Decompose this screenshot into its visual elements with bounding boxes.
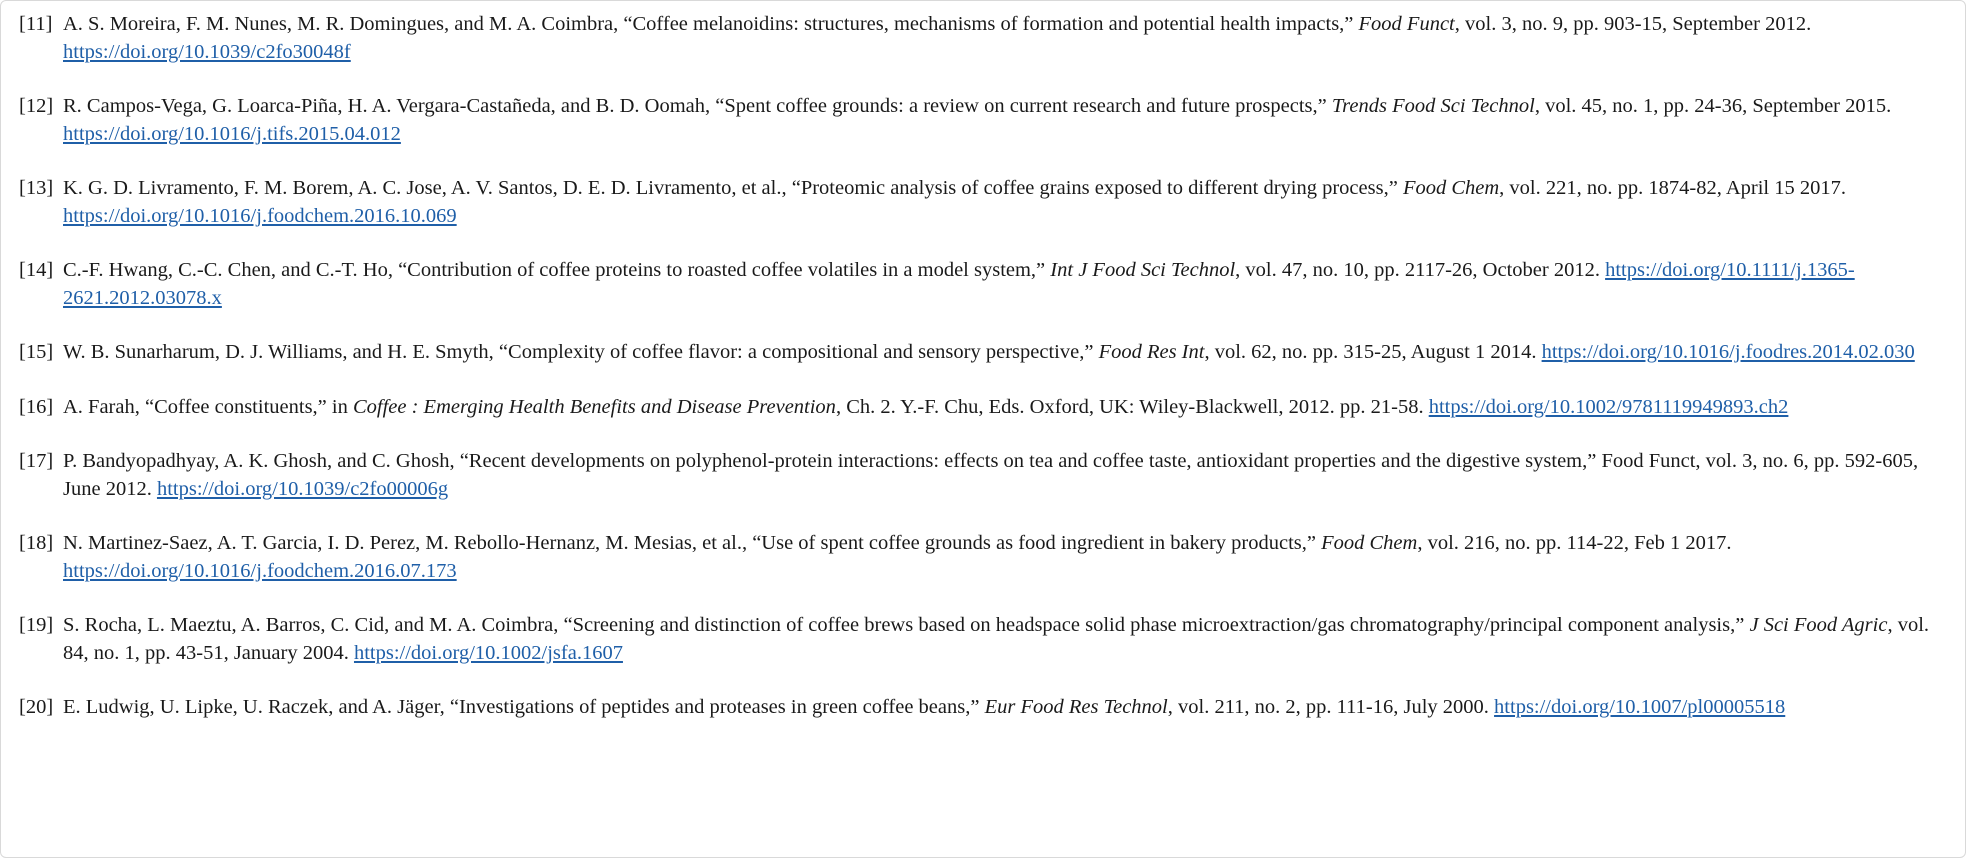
- reference-item: [19, 448, 1954, 503]
- reference-text: [63, 11, 1954, 66]
- reference-text: [63, 394, 1954, 422]
- reference-text: [63, 93, 1954, 148]
- doi-link[interactable]: https://doi.org/10.1002/9781119949893.ch2: [1428, 395, 1789, 418]
- reference-text: [63, 694, 1954, 722]
- reference-authors-title: P. Bandyopadhyay, A. K. Ghosh, and C. Ghosh, “Recent developments on polyphenol-protein interactions: effects on tea and coffee taste, antioxidant properties and the digestive system,” Food Funct, vol. 3, no. 6, pp. 592-605, June 2012.: [63, 450, 1919, 500]
- reference-number: [13]: [19, 177, 54, 199]
- doi-link[interactable]: https://doi.org/10.1007/pl00005518: [1494, 696, 1786, 718]
- reference-authors-title: W. B. Sunarharum, D. J. Williams, and H. E. Smyth, “Complexity of coffee flavor: a compositional and sensory perspective,”: [63, 341, 1099, 363]
- reference-item: [19, 11, 1954, 66]
- reference-number: [16]: [19, 395, 54, 418]
- reference-details: , vol. 47, no. 10, pp. 2117-26, October 2012.: [1235, 259, 1606, 281]
- reference-item: [19, 339, 1954, 367]
- reference-number: [11]: [19, 13, 53, 35]
- book-title: Coffee : Emerging Health Benefits and Disease Prevention: [352, 395, 836, 418]
- doi-link[interactable]: https://doi.org/10.1039/c2fo00006g: [156, 477, 449, 500]
- doi-link[interactable]: https://doi.org/10.1016/j.foodres.2014.02.030: [1541, 341, 1915, 363]
- reference-details: , vol. 3, no. 9, pp. 903-15, September 2012.: [1454, 13, 1812, 35]
- journal-name: Trends Food Sci Technol: [1331, 95, 1535, 117]
- journal-name: Eur Food Res Technol: [984, 696, 1168, 718]
- journal-name: Int J Food Sci Technol: [1050, 259, 1236, 281]
- journal-name: Food Res Int: [1098, 341, 1205, 363]
- reference-text: [63, 175, 1954, 230]
- reference-details: , vol. 211, no. 2, pp. 111-16, July 2000.: [1167, 696, 1495, 718]
- journal-name: Food Funct: [1358, 13, 1455, 35]
- reference-item: [19, 257, 1954, 312]
- reference-number: [17]: [19, 450, 54, 472]
- reference-item: [19, 530, 1954, 585]
- reference-item: [19, 612, 1954, 667]
- journal-name: J Sci Food Agric: [1749, 614, 1888, 636]
- reference-text: [63, 257, 1954, 312]
- reference-authors-title: A. S. Moreira, F. M. Nunes, M. R. Domingues, and M. A. Coimbra, “Coffee melanoidins: structures, mechanisms of formation and potential health impacts,”: [63, 13, 1359, 35]
- doi-link[interactable]: https://doi.org/10.1111/j.1365-2621.2012.03078.x: [63, 259, 1855, 309]
- reference-details: , vol. 221, no. pp. 1874-82, April 15 2017.: [1499, 177, 1846, 199]
- doi-link[interactable]: https://doi.org/10.1039/c2fo30048f: [63, 40, 351, 63]
- reference-number: [20]: [19, 696, 54, 718]
- reference-item: [19, 394, 1954, 422]
- reference-list: [19, 11, 1954, 749]
- reference-item: [19, 694, 1954, 722]
- reference-details: , Ch. 2. Y.-F. Chu, Eds. Oxford, UK: Wiley-Blackwell, 2012. pp. 21-58.: [835, 395, 1429, 418]
- doi-link[interactable]: https://doi.org/10.1016/j.tifs.2015.04.012: [63, 122, 401, 145]
- reference-authors-title: R. Campos-Vega, G. Loarca-Piña, H. A. Vergara-Castañeda, and B. D. Oomah, “Spent coffee grounds: a review on current research and future prospects,”: [63, 95, 1332, 117]
- doi-link[interactable]: https://doi.org/10.1016/j.foodchem.2016.10.069: [63, 204, 457, 227]
- reference-text: [63, 339, 1954, 367]
- reference-authors-title: N. Martinez-Saez, A. T. Garcia, I. D. Perez, M. Rebollo-Hernanz, M. Mesias, et al., “Use of spent coffee grounds as food ingredient in bakery products,”: [63, 532, 1322, 554]
- journal-name: Food Chem: [1402, 177, 1500, 199]
- reference-details: , vol. 45, no. 1, pp. 24-36, September 2015.: [1534, 95, 1892, 117]
- doi-link[interactable]: https://doi.org/10.1002/jsfa.1607: [353, 641, 623, 664]
- reference-text: [63, 448, 1954, 503]
- reference-authors-title: A. Farah, “Coffee constituents,” in: [63, 395, 353, 418]
- reference-number: [12]: [19, 95, 54, 117]
- reference-details: , vol. 62, no. pp. 315-25, August 1 2014.: [1204, 341, 1542, 363]
- doi-link[interactable]: https://doi.org/10.1016/j.foodchem.2016.07.173: [63, 559, 457, 582]
- reference-number: [15]: [19, 341, 54, 363]
- reference-text: [63, 530, 1954, 585]
- reference-details: , vol. 84, no. 1, pp. 43-51, January 2004.: [63, 614, 1930, 664]
- reference-item: [19, 93, 1954, 148]
- reference-number: [19]: [19, 614, 54, 636]
- reference-item: [19, 175, 1954, 230]
- journal-name: Food Chem: [1321, 532, 1418, 554]
- reference-number: [14]: [19, 259, 54, 281]
- reference-text: [63, 612, 1954, 667]
- reference-details: , vol. 216, no. pp. 114-22, Feb 1 2017.: [1417, 532, 1732, 554]
- reference-authors-title: S. Rocha, L. Maeztu, A. Barros, C. Cid, and M. A. Coimbra, “Screening and distinction of coffee brews based on headspace solid phase microextraction/gas chromatography/principal component analysis,”: [63, 614, 1750, 636]
- reference-authors-title: E. Ludwig, U. Lipke, U. Raczek, and A. Jäger, “Investigations of peptides and proteases in green coffee beans,”: [63, 696, 985, 718]
- reference-number: [18]: [19, 532, 54, 554]
- reference-authors-title: C.-F. Hwang, C.-C. Chen, and C.-T. Ho, “Contribution of coffee proteins to roasted coffee volatiles in a model system,”: [63, 259, 1051, 281]
- reference-authors-title: K. G. D. Livramento, F. M. Borem, A. C. Jose, A. V. Santos, D. E. D. Livramento, et al., “Proteomic analysis of coffee grains exposed to different drying process,”: [63, 177, 1403, 199]
